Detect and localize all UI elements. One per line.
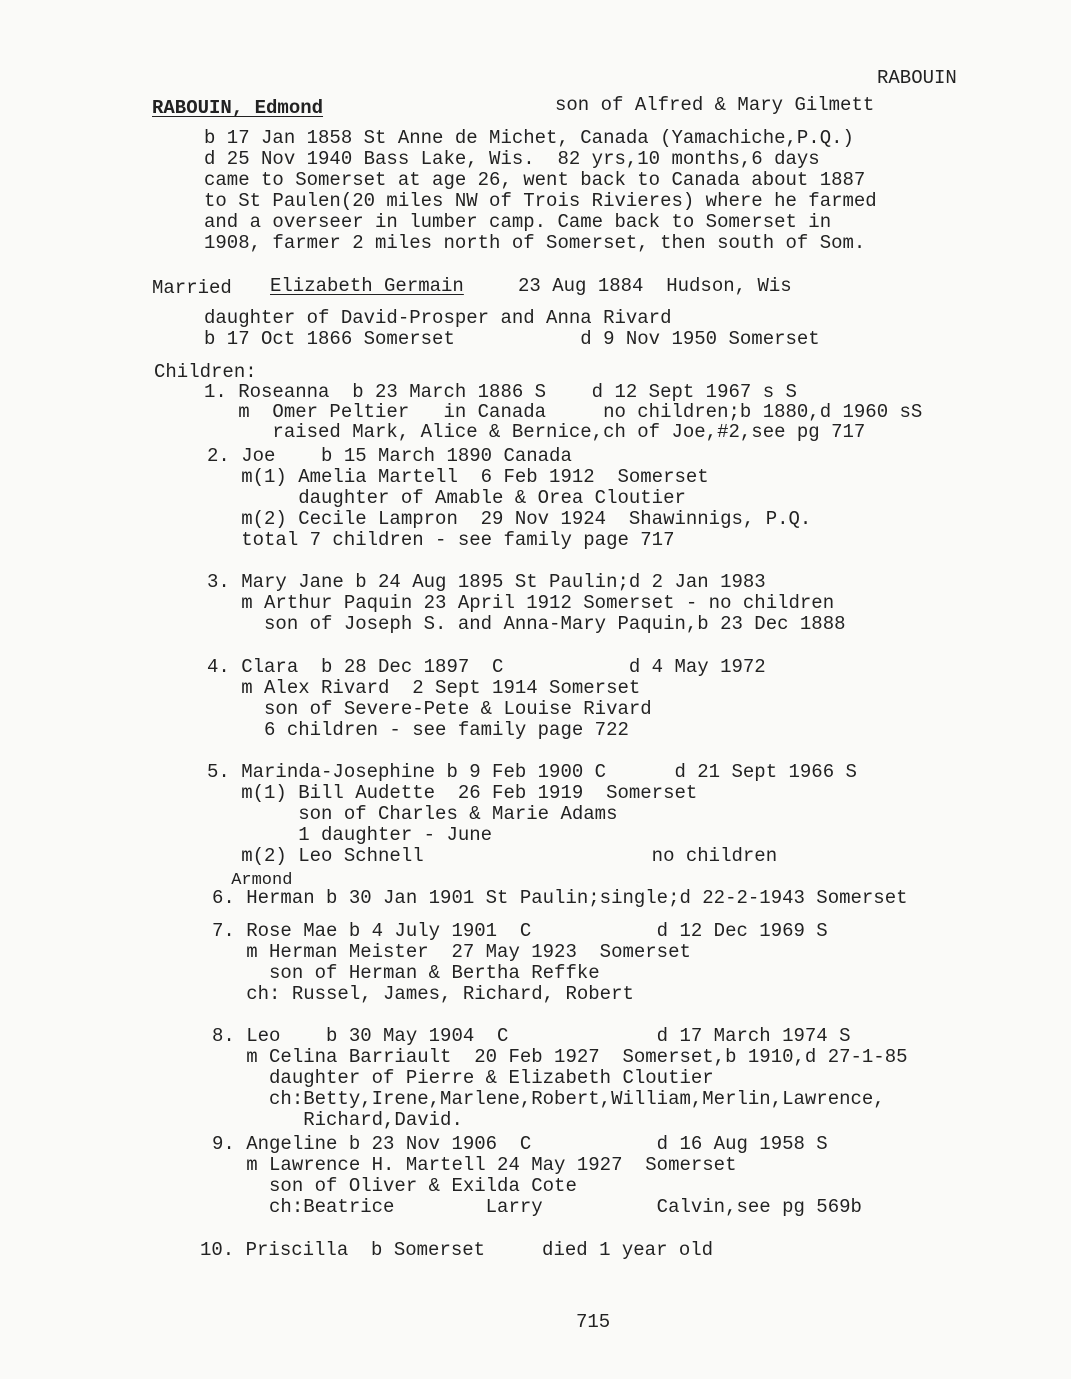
child-entry-line: m(2) Leo Schnell no children — [207, 845, 778, 867]
child-entry-line: m Alex Rivard 2 Sept 1914 Somerset — [207, 677, 641, 699]
child-entry-line: ch:Beatrice Larry Calvin,see pg 569b — [212, 1196, 862, 1218]
child-entry-line: 6. Herman b 30 Jan 1901 St Paulin;single;d 22-2-1943 Somerset — [212, 887, 908, 909]
spouse-info-line: daughter of David-Prosper and Anna Rivard — [204, 307, 672, 329]
child-entry-line: son of Severe-Pete & Louise Rivard — [207, 698, 652, 720]
child-entry-line: ch:Betty,Irene,Marlene,Robert,William,Merlin,Lawrence, — [212, 1088, 885, 1110]
child-alt-name: Armond — [221, 871, 293, 890]
marriage-label: Married — [152, 277, 232, 299]
child-entry-line: total 7 children - see family page 717 — [207, 529, 675, 551]
bio-line: and a overseer in lumber camp. Came back to Somerset in — [204, 211, 832, 233]
spouse-name: Elizabeth Germain — [270, 275, 464, 297]
page-number: 715 — [576, 1311, 611, 1333]
children-label: Children: — [154, 361, 257, 383]
child-entry-line: daughter of Amable & Orea Cloutier — [207, 487, 686, 509]
child-entry-line: 9. Angeline b 23 Nov 1906 C d 16 Aug 1958 S — [212, 1133, 828, 1155]
child-entry-line: 5. Marinda-Josephine b 9 Feb 1900 C d 21 Sept 1966 S — [207, 761, 857, 783]
bio-line: to St Paulen(20 miles NW of Trois Rivieres) where he farmed — [204, 190, 877, 212]
child-entry-line: m(1) Bill Audette 26 Feb 1919 Somerset — [207, 782, 698, 804]
child-entry-line: 1. Roseanna b 23 March 1886 S d 12 Sept 1967 s S — [204, 381, 797, 403]
child-entry-line: son of Herman & Bertha Reffke — [212, 962, 600, 984]
child-entry-line: 6 children - see family page 722 — [207, 719, 629, 741]
bio-line: came to Somerset at age 26, went back to Canada about 1887 — [204, 169, 866, 191]
child-entry-line: 3. Mary Jane b 24 Aug 1895 St Paulin;d 2 Jan 1983 — [207, 571, 766, 593]
child-entry-line: m Lawrence H. Martell 24 May 1927 Somerset — [212, 1154, 737, 1176]
child-entry-line: m(1) Amelia Martell 6 Feb 1912 Somerset — [207, 466, 709, 488]
child-entry-line: m Celina Barriault 20 Feb 1927 Somerset,b 1910,d 27-1-85 — [212, 1046, 908, 1068]
child-entry-line: son of Joseph S. and Anna-Mary Paquin,b 23 Dec 1888 — [207, 613, 846, 635]
child-entry-line: 1 daughter - June — [207, 824, 493, 846]
child-entry-line: 4. Clara b 28 Dec 1897 C d 4 May 1972 — [207, 656, 766, 678]
child-entry-line: raised Mark, Alice & Bernice,ch of Joe,#2,see pg 717 — [204, 421, 866, 443]
person-parents: son of Alfred & Mary Gilmett — [555, 94, 875, 116]
child-entry-line: Richard,David. — [212, 1109, 463, 1131]
page-surname-header: RABOUIN — [877, 67, 957, 89]
child-entry-line: son of Charles & Marie Adams — [207, 803, 618, 825]
child-entry-line: 10. Priscilla b Somerset died 1 year old — [200, 1239, 714, 1261]
spouse-info-line: b 17 Oct 1866 Somerset d 9 Nov 1950 Somerset — [204, 328, 820, 350]
bio-line: d 25 Nov 1940 Bass Lake, Wis. 82 yrs,10 months,6 days — [204, 148, 820, 170]
child-entry-line: son of Oliver & Exilda Cote — [212, 1175, 577, 1197]
child-entry-line: 7. Rose Mae b 4 July 1901 C d 12 Dec 1969 S — [212, 920, 828, 942]
child-entry-line: 8. Leo b 30 May 1904 C d 17 March 1974 S — [212, 1025, 851, 1047]
bio-line: b 17 Jan 1858 St Anne de Michet, Canada (Yamachiche,P.Q.) — [204, 127, 854, 149]
person-name-heading: RABOUIN, Edmond — [152, 97, 324, 119]
child-entry-line: 2. Joe b 15 March 1890 Canada — [207, 445, 572, 467]
bio-line: 1908, farmer 2 miles north of Somerset, then south of Som. — [204, 232, 866, 254]
child-entry-line: daughter of Pierre & Elizabeth Cloutier — [212, 1067, 714, 1089]
child-entry-line: m(2) Cecile Lampron 29 Nov 1924 Shawinnigs, P.Q. — [207, 508, 812, 530]
marriage-details: 23 Aug 1884 Hudson, Wis — [518, 275, 792, 297]
child-entry-line: ch: Russel, James, Richard, Robert — [212, 983, 634, 1005]
child-entry-line: m Arthur Paquin 23 April 1912 Somerset - no children — [207, 592, 835, 614]
child-entry-line: m Herman Meister 27 May 1923 Somerset — [212, 941, 691, 963]
child-entry-line: m Omer Peltier in Canada no children;b 1880,d 1960 sS — [204, 401, 923, 423]
